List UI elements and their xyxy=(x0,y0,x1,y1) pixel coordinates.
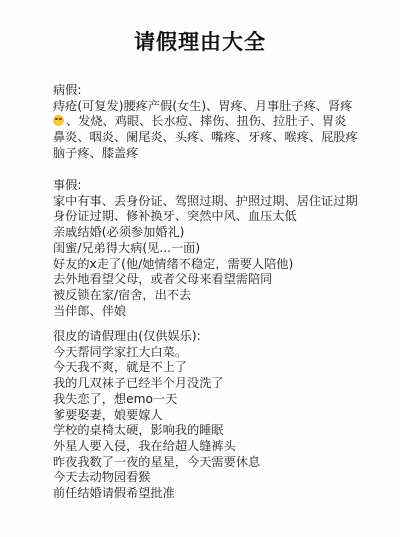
sick-leave-line xyxy=(53,114,393,130)
funny-reason-line: 学校的桌椅太硬，影响我的睡眠 xyxy=(53,423,224,438)
funny-reason-line: 爹要娶妻，娘要嫁人 xyxy=(53,407,163,422)
funny-reasons-heading: 很皮的请假理由(仅供娱乐): xyxy=(53,329,201,343)
personal-leave-line: 闺蜜/兄弟得大病(见...一面) xyxy=(53,240,201,255)
personal-leave-line: 家中有事、丢身份证、驾照过期、护照过期、居住证过期 xyxy=(53,193,358,208)
sick-leave-line: 痔疮(可复发)腰疼产假(女生)、胃疼、月事肚子疼、肾疼 xyxy=(53,98,353,113)
personal-leave-line: 被反锁在家/宿舍，出不去 xyxy=(53,287,192,302)
personal-leave-line: 好友的x走了(他/她情绪不稳定，需要人陪他) xyxy=(53,256,294,271)
personal-leave-line: 去外地看望父母，或者父母来看望需陪同 xyxy=(53,272,273,287)
funny-reason-line: 我失恋了，想emo一天 xyxy=(53,391,178,406)
funny-reason-line: 今天我不爽，就是不上了 xyxy=(53,360,188,375)
funny-reason-line: 前任结婚请假希望批准 xyxy=(53,486,175,501)
personal-leave-line: 当伴郎、伴娘 xyxy=(53,303,127,318)
personal-leave-heading: 事假: xyxy=(53,178,82,192)
page-title: 请假理由大全 xyxy=(134,30,266,54)
sick-leave-line-text: 、发烧、鸡眼、长水痘、摔伤、扭伤、拉肚子、胃炎 xyxy=(66,114,347,129)
funny-reason-line: 昨夜我数了一夜的星星，今天需要休息 xyxy=(53,454,261,469)
funny-reason-line: 今天帮同学家扛大白菜。 xyxy=(53,344,188,359)
funny-reasons-section xyxy=(53,329,393,502)
personal-leave-line: 身份证过期、修补换牙、突然中风、血压太低 xyxy=(53,209,297,224)
sick-leave-section xyxy=(53,83,393,162)
personal-leave-line: 亲戚结婚(必须参加婚礼) xyxy=(53,225,185,240)
funny-reason-line: 今天去动物园看猴 xyxy=(53,470,151,485)
face-emoji-icon xyxy=(53,115,64,126)
sick-leave-line: 脑子疼、膝盖疼 xyxy=(53,145,139,160)
sick-leave-heading: 病假: xyxy=(53,83,82,97)
sick-leave-line: 鼻炎、咽炎、阑尾炎、头疼、嘴疼、牙疼、喉疼、屁股疼 xyxy=(53,130,358,145)
funny-reason-line: 我的几双袜子已经半个月没洗了 xyxy=(53,376,224,391)
personal-leave-section xyxy=(53,178,393,319)
funny-reason-line: 外星人要入侵，我在给超人缝裤头 xyxy=(53,438,236,453)
